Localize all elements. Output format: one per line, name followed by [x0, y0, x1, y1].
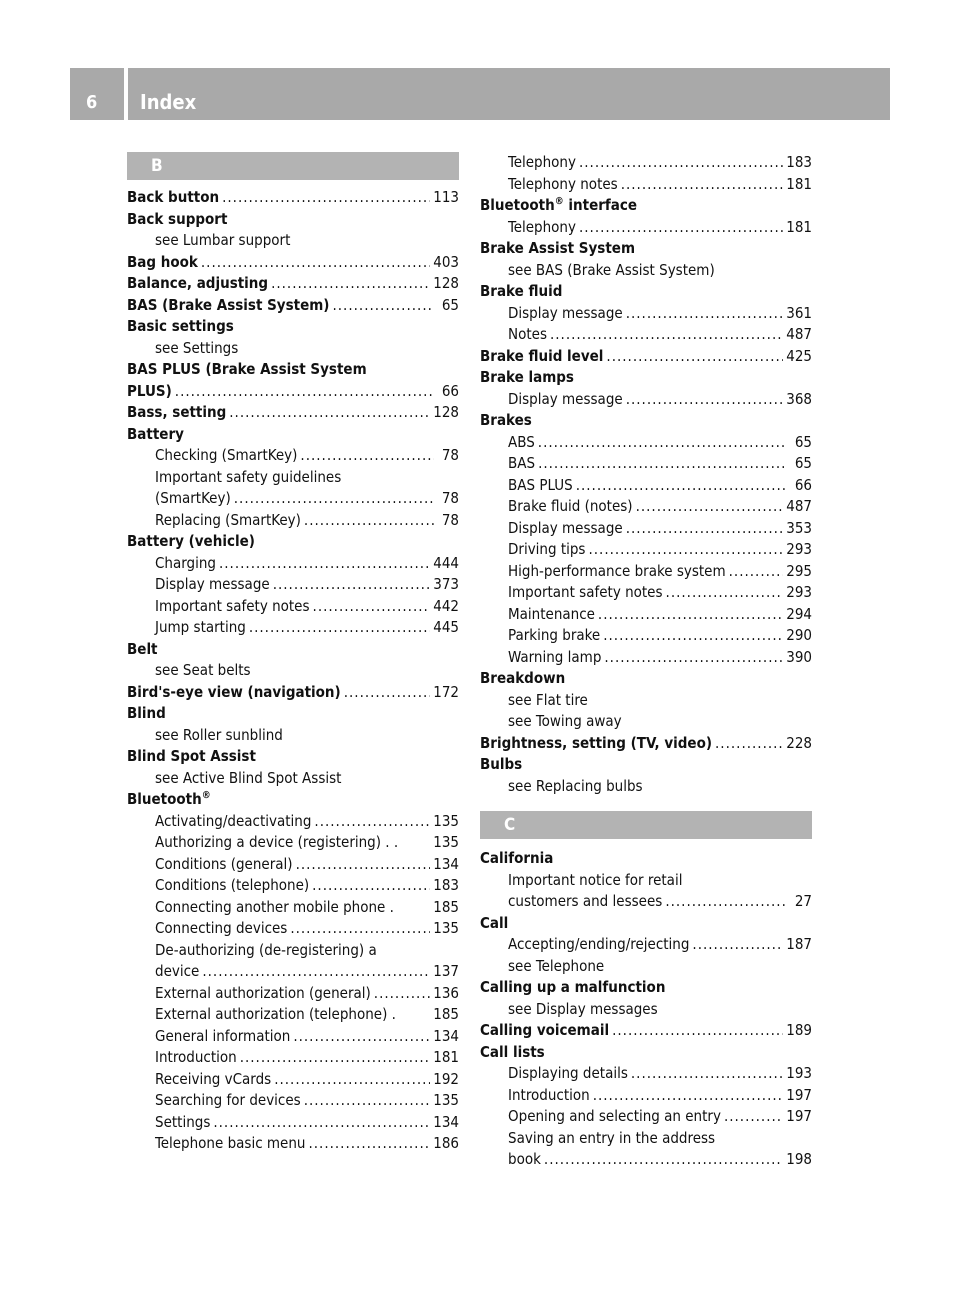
index-entry — [480, 913, 812, 935]
entry-label: Warning lamp — [508, 647, 602, 666]
index-entry — [127, 209, 459, 231]
index-subentry[interactable] — [480, 625, 812, 647]
entry-label: (SmartKey) — [155, 489, 231, 507]
entry-label: High-performance brake system — [508, 561, 726, 580]
index-subentry[interactable] — [480, 453, 812, 475]
entry-label: Brake Assist System — [480, 239, 636, 257]
entry-label: Back support — [127, 209, 228, 228]
page-reference[interactable]: 445 — [433, 618, 459, 636]
page-reference[interactable]: 197 — [786, 1085, 812, 1104]
page-reference[interactable]: 135 — [433, 811, 459, 830]
index-entry — [480, 238, 812, 260]
entry-label: Important safety notes — [508, 583, 663, 601]
leader-dots — [229, 402, 430, 424]
section-header: C — [480, 811, 812, 839]
entry-label: BAS — [508, 454, 536, 472]
leader-dots — [304, 1090, 431, 1112]
page-reference[interactable]: 78 — [441, 489, 459, 507]
page-reference[interactable]: 293 — [786, 583, 812, 601]
entry-label: see Telephone — [508, 956, 605, 975]
entry-label: Maintenance — [508, 604, 595, 623]
entry-label: Important safety guidelines — [155, 467, 342, 486]
page-reference[interactable]: 185 — [433, 1005, 459, 1023]
index-subentry — [480, 870, 812, 892]
entry-label: Introduction — [155, 1048, 237, 1066]
entry-label: Conditions (general) — [155, 854, 293, 873]
entry-label: see Seat belts — [155, 661, 251, 679]
page-reference[interactable]: 135 — [433, 919, 459, 937]
index-subentry[interactable] — [127, 488, 459, 510]
entry-label: Brake fluid — [480, 282, 563, 300]
entry-label: book — [508, 1150, 541, 1168]
leader-dots — [293, 1026, 430, 1048]
leader-dots — [314, 811, 430, 833]
entry-label: Important safety notes — [155, 596, 310, 615]
index-subentry[interactable] — [480, 389, 812, 411]
entry-label: Telephony notes — [508, 174, 618, 193]
index-subentry[interactable] — [480, 1063, 812, 1085]
index-subentry — [127, 230, 459, 252]
leader-dots — [290, 918, 430, 940]
index-subentry[interactable] — [127, 574, 459, 596]
entry-label: see Active Blind Spot Assist — [155, 768, 342, 787]
leader-dots — [604, 647, 783, 669]
index-subentry[interactable] — [480, 934, 812, 956]
entry-label: Checking (SmartKey) — [155, 446, 298, 464]
entry-label: Parking brake — [508, 626, 601, 644]
page-reference[interactable]: 197 — [786, 1107, 812, 1125]
index-subentry[interactable] — [480, 432, 812, 454]
entry-label: Notes — [508, 325, 547, 343]
entry-label: see Replacing bulbs — [508, 776, 643, 795]
entry-label: Breakdown — [480, 669, 566, 687]
entry-label: Saving an entry in the address — [508, 1128, 716, 1147]
leader-dots — [692, 934, 783, 956]
entry-label: Battery — [127, 424, 184, 443]
page-reference[interactable]: 187 — [786, 935, 812, 953]
entry-label: Brakes — [480, 411, 532, 429]
index-subentry — [127, 660, 459, 682]
leader-dots — [344, 682, 431, 704]
entry-label: Basic settings — [127, 317, 234, 335]
entry-label: BAS PLUS (Brake Assist System — [127, 360, 367, 378]
index-subentry — [480, 956, 812, 978]
page-reference[interactable]: 198 — [786, 1150, 812, 1168]
entry-label: Battery (vehicle) — [127, 532, 255, 550]
page-reference[interactable]: 189 — [786, 1021, 812, 1039]
entry-label: External authorization (telephone) . — [155, 1005, 396, 1023]
index-subentry[interactable] — [127, 875, 459, 897]
page-reference[interactable]: 65 — [794, 432, 812, 451]
page-reference[interactable]: 353 — [786, 518, 812, 537]
index-subentry[interactable] — [127, 1069, 459, 1091]
leader-dots — [296, 854, 431, 876]
leader-dots — [631, 1063, 783, 1085]
entry-label: Display message — [508, 303, 623, 322]
index-column-left — [127, 152, 459, 1155]
index-subentry — [127, 768, 459, 790]
index-entry — [480, 367, 812, 389]
page-reference[interactable]: 137 — [433, 962, 459, 980]
entry-label: Settings — [155, 1112, 211, 1131]
index-subentry[interactable] — [480, 518, 812, 540]
page-reference[interactable]: 135 — [433, 1091, 459, 1109]
index-subentry — [480, 999, 812, 1021]
page-reference[interactable]: 134 — [433, 854, 459, 873]
entry-label: External authorization (general) — [155, 983, 371, 1002]
entry-label: PLUS) — [127, 381, 172, 400]
entry-label: see Roller sunblind — [155, 725, 283, 744]
leader-dots — [550, 324, 783, 346]
index-subentry — [127, 338, 459, 360]
index-subentry[interactable] — [127, 897, 459, 919]
leader-dots — [606, 346, 783, 368]
leader-dots — [626, 389, 784, 411]
index-subentry[interactable] — [480, 647, 812, 669]
entry-label: Display message — [508, 518, 623, 537]
leader-dots — [313, 596, 431, 618]
index-subentry — [480, 711, 812, 733]
entry-label: Calling up a malfunction — [480, 978, 666, 996]
index-subentry — [480, 776, 812, 798]
entry-label: Brake lamps — [480, 368, 574, 386]
index-subentry — [480, 690, 812, 712]
page-reference[interactable]: 78 — [441, 510, 459, 529]
index-entry — [127, 703, 459, 725]
index-subentry[interactable] — [127, 510, 459, 532]
index-subentry[interactable] — [480, 303, 812, 325]
leader-dots — [300, 445, 434, 467]
entry-label: Telephone basic menu — [155, 1134, 306, 1152]
leader-dots — [715, 733, 783, 755]
entry-label: Displaying details — [508, 1064, 628, 1082]
page-reference[interactable]: 128 — [433, 403, 459, 421]
leader-dots — [538, 453, 787, 475]
leader-dots — [312, 875, 430, 897]
index-entry — [127, 789, 459, 811]
entry-label: device — [155, 962, 200, 980]
leader-dots — [593, 1085, 784, 1107]
leader-dots — [588, 539, 783, 561]
entry-label: Back button — [127, 188, 220, 206]
entry-label: Important notice for retail — [508, 870, 683, 889]
entry-label: Blind — [127, 704, 166, 722]
index-subentry[interactable] — [480, 324, 812, 346]
leader-dots — [612, 1020, 783, 1042]
page-reference[interactable]: 66 — [441, 381, 459, 400]
entry-label: ABS — [508, 432, 535, 451]
entry-label: Call — [480, 913, 509, 932]
entry-label: General information — [155, 1026, 291, 1045]
entry-label: Connecting devices — [155, 919, 288, 937]
index-subentry[interactable] — [480, 582, 812, 604]
page-reference[interactable]: 293 — [786, 540, 812, 558]
entry-label: Brake fluid level — [480, 346, 604, 365]
entry-label: Charging — [155, 553, 216, 572]
page-reference[interactable]: 368 — [786, 389, 812, 408]
index-entry[interactable] — [127, 252, 459, 274]
index-subentry — [127, 467, 459, 489]
leader-dots — [626, 518, 784, 540]
index-entry[interactable] — [127, 381, 459, 403]
entry-label: Introduction — [508, 1085, 590, 1104]
entry-label: Receiving vCards — [155, 1069, 272, 1088]
leader-dots — [240, 1047, 431, 1069]
index-entry — [480, 1042, 812, 1064]
index-subentry[interactable] — [480, 1106, 812, 1128]
leader-dots — [603, 625, 783, 647]
page-number: 6 — [86, 92, 98, 113]
index-entry[interactable] — [480, 346, 812, 368]
entry-label: Searching for devices — [155, 1091, 301, 1109]
leader-dots — [598, 604, 783, 626]
leader-dots — [579, 152, 783, 174]
entry-label: De-authorizing (de-registering) a — [155, 940, 377, 959]
leader-dots — [222, 187, 430, 209]
leader-dots — [175, 381, 434, 403]
page-reference[interactable]: 228 — [786, 733, 812, 752]
leader-dots — [308, 1133, 430, 1155]
entry-label: California — [480, 849, 554, 867]
page-reference[interactable]: 65 — [441, 295, 459, 314]
page-reference[interactable]: 181 — [786, 174, 812, 193]
leader-dots — [234, 488, 434, 510]
index-subentry[interactable] — [127, 983, 459, 1005]
page-reference[interactable]: 134 — [433, 1026, 459, 1045]
index-subentry — [127, 940, 459, 962]
index-subentry[interactable] — [480, 561, 812, 583]
index-entry[interactable] — [480, 1020, 812, 1042]
page-reference[interactable]: 65 — [794, 454, 812, 472]
index-entry — [480, 754, 812, 776]
index-entry — [480, 848, 812, 870]
page-reference[interactable]: 294 — [786, 604, 812, 623]
leader-dots — [202, 961, 430, 983]
index-subentry[interactable] — [127, 811, 459, 833]
page-reference[interactable]: 181 — [786, 217, 812, 236]
leader-dots — [621, 174, 784, 196]
entry-label: Telephony — [508, 217, 576, 236]
index-subentry[interactable] — [127, 1026, 459, 1048]
entry-label: Replacing (SmartKey) — [155, 510, 301, 529]
index-entry[interactable] — [127, 295, 459, 317]
index-subentry — [480, 1128, 812, 1150]
page-reference[interactable]: 361 — [786, 303, 812, 322]
page-reference[interactable]: 135 — [433, 833, 459, 851]
index-subentry[interactable] — [480, 539, 812, 561]
page-reference[interactable]: 193 — [786, 1064, 812, 1082]
section-header: B — [127, 152, 459, 180]
page-reference[interactable]: 192 — [433, 1069, 459, 1088]
index-subentry[interactable] — [127, 961, 459, 983]
entry-label: Balance, adjusting — [127, 274, 269, 292]
entry-label: see Lumbar support — [155, 231, 291, 249]
index-subentry — [480, 260, 812, 282]
index-entry — [127, 746, 459, 768]
page-title: Index — [140, 90, 197, 114]
index-subentry[interactable] — [127, 918, 459, 940]
index-entry — [127, 424, 459, 446]
page-reference[interactable]: 128 — [433, 274, 459, 292]
index-entry — [127, 359, 459, 381]
index-entry — [127, 316, 459, 338]
entry-label: Brake fluid (notes) — [508, 497, 633, 515]
entry-label: Activating/deactivating — [155, 811, 312, 830]
index-subentry[interactable] — [480, 152, 812, 174]
page-reference[interactable]: 487 — [786, 497, 812, 515]
entry-label: Authorizing a device (registering) . . — [155, 833, 399, 851]
entry-label: see Settings — [155, 338, 239, 357]
index-subentry[interactable] — [127, 854, 459, 876]
page-reference[interactable]: 186 — [433, 1134, 459, 1152]
page-reference[interactable]: 183 — [786, 153, 812, 171]
index-entry — [127, 531, 459, 553]
index-subentry[interactable] — [480, 475, 812, 497]
leader-dots — [729, 561, 784, 583]
entry-label: Display message — [508, 389, 623, 408]
index-subentry[interactable] — [127, 1133, 459, 1155]
page-reference[interactable]: 78 — [441, 446, 459, 464]
entry-label: Bulbs — [480, 755, 523, 773]
entry-label: Display message — [155, 575, 270, 593]
index-subentry — [127, 725, 459, 747]
page-reference[interactable]: 27 — [794, 892, 812, 910]
leader-dots — [219, 553, 430, 575]
index-entry[interactable] — [127, 402, 459, 424]
index-entry — [127, 639, 459, 661]
page-reference[interactable]: 181 — [433, 1048, 459, 1066]
registered-mark: ® — [554, 196, 564, 207]
leader-dots — [576, 475, 787, 497]
entry-label: Bass, setting — [127, 403, 227, 421]
index-entry — [480, 195, 812, 217]
leader-dots — [304, 510, 434, 532]
index-entry[interactable] — [127, 187, 459, 209]
entry-label: Jump starting — [155, 618, 246, 636]
entry-label: Bag hook — [127, 252, 198, 271]
index-subentry[interactable] — [480, 891, 812, 913]
leader-dots — [274, 1069, 430, 1091]
leader-dots — [666, 582, 784, 604]
entry-label: Call lists — [480, 1042, 545, 1061]
leader-dots — [249, 617, 430, 639]
index-entry — [480, 410, 812, 432]
leader-dots — [544, 1149, 783, 1171]
page-reference[interactable]: 113 — [433, 188, 459, 206]
page-reference[interactable]: 185 — [433, 897, 459, 916]
entry-label: Telephony — [508, 153, 576, 171]
index-subentry[interactable] — [127, 617, 459, 639]
index-entry — [480, 281, 812, 303]
entry-label: Blind Spot Assist — [127, 747, 256, 765]
page-reference[interactable]: 425 — [786, 346, 812, 365]
leader-dots — [636, 496, 784, 518]
entry-label: see BAS (Brake Assist System) — [508, 260, 715, 279]
leader-dots — [579, 217, 783, 239]
leader-dots — [538, 432, 787, 454]
page-reference[interactable]: 136 — [433, 983, 459, 1002]
entry-label: BAS PLUS — [508, 475, 573, 494]
index-subentry[interactable] — [127, 1112, 459, 1134]
entry-label: Driving tips — [508, 540, 586, 558]
index-subentry[interactable] — [480, 604, 812, 626]
entry-label: Calling voicemail — [480, 1021, 610, 1039]
index-subentry[interactable] — [127, 1090, 459, 1112]
index-subentry[interactable] — [127, 1004, 459, 1026]
leader-dots — [201, 252, 430, 274]
index-subentry[interactable] — [480, 1085, 812, 1107]
entry-label: Brightness, setting (TV, video) — [480, 733, 713, 752]
leader-dots — [724, 1106, 783, 1128]
entry-label: Conditions (telephone) — [155, 876, 310, 894]
entry-label: Belt — [127, 639, 158, 658]
leader-dots — [273, 574, 431, 596]
entry-label: see Flat tire — [508, 690, 588, 709]
index-subentry[interactable] — [480, 217, 812, 239]
entry-label: Opening and selecting an entry — [508, 1107, 721, 1125]
entry-label: Bluetooth — [480, 196, 555, 214]
index-entry[interactable] — [480, 733, 812, 755]
index-subentry[interactable] — [127, 1047, 459, 1069]
index-entry — [480, 977, 812, 999]
page-reference[interactable]: 487 — [786, 325, 812, 343]
entry-label: BAS (Brake Assist System) — [127, 295, 330, 314]
leader-dots — [626, 303, 784, 325]
index-entry[interactable] — [127, 273, 459, 295]
index-subentry[interactable] — [127, 445, 459, 467]
page-reference[interactable]: 390 — [786, 647, 812, 666]
leader-dots — [374, 983, 430, 1005]
page-reference[interactable]: 66 — [794, 475, 812, 494]
page-reference[interactable]: 134 — [433, 1112, 459, 1131]
page-reference[interactable]: 290 — [786, 626, 812, 644]
page-reference[interactable]: 183 — [433, 876, 459, 894]
page-reference[interactable]: 444 — [433, 553, 459, 572]
index-subentry[interactable] — [127, 832, 459, 854]
header-divider — [124, 68, 128, 120]
entry-label: Connecting another mobile phone . — [155, 897, 394, 916]
entry-label: see Display messages — [508, 999, 658, 1018]
entry-label: Bluetooth — [127, 790, 202, 808]
entry-label: Bird's-eye view (navigation) — [127, 682, 341, 701]
entry-label: customers and lessees — [508, 892, 663, 910]
registered-mark: ® — [201, 790, 211, 801]
index-subentry[interactable] — [480, 1149, 812, 1171]
index-column-right — [480, 152, 812, 1171]
leader-dots — [213, 1112, 430, 1134]
index-entry[interactable] — [127, 682, 459, 704]
index-subentry[interactable] — [480, 496, 812, 518]
entry-label: Accepting/ending/rejecting — [508, 935, 690, 953]
leader-dots — [332, 295, 434, 317]
index-subentry[interactable] — [127, 553, 459, 575]
entry-label-suffix: interface — [563, 196, 638, 214]
leader-dots — [665, 891, 787, 913]
index-subentry[interactable] — [127, 596, 459, 618]
leader-dots — [271, 273, 430, 295]
page-reference[interactable]: 295 — [786, 561, 812, 580]
page-reference[interactable]: 373 — [433, 575, 459, 593]
page-reference[interactable]: 442 — [433, 596, 459, 615]
page-reference[interactable]: 403 — [433, 252, 459, 271]
index-subentry[interactable] — [480, 174, 812, 196]
entry-label: see Towing away — [508, 712, 622, 730]
index-entry — [480, 668, 812, 690]
page-reference[interactable]: 172 — [433, 682, 459, 701]
